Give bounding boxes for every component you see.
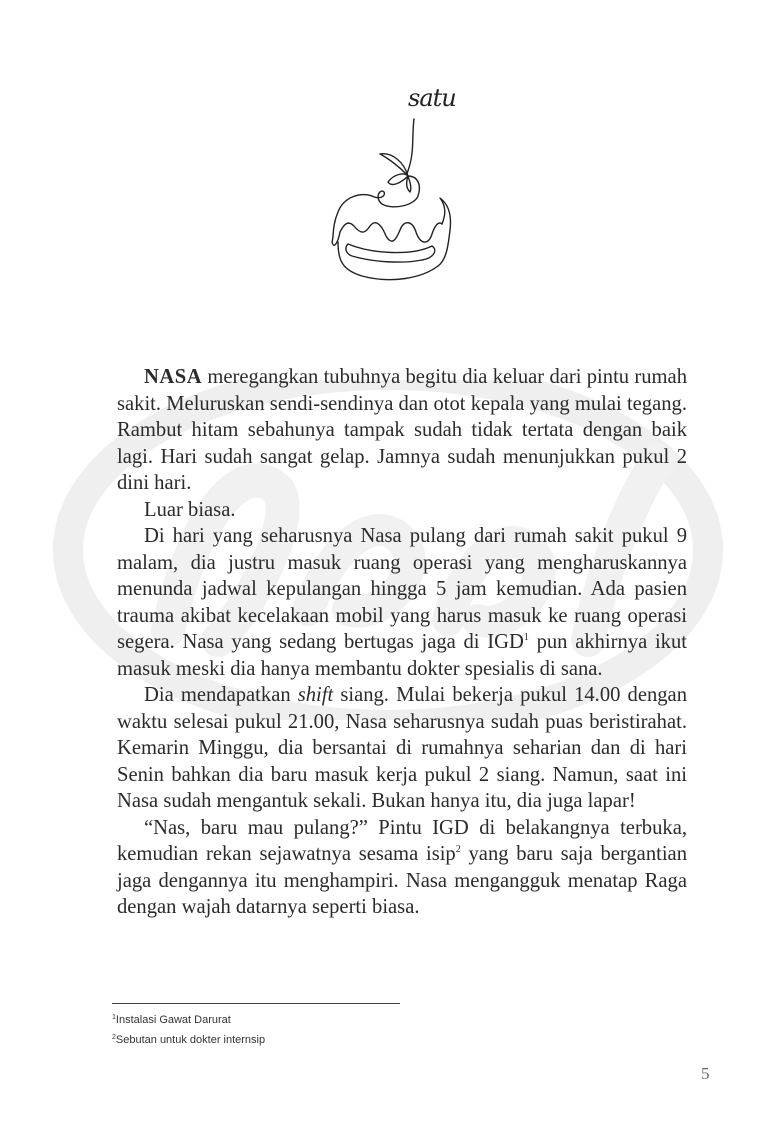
paragraph — [117, 523, 687, 682]
footnote-divider — [112, 1003, 400, 1004]
footnote-ref[interactable]: 2 — [455, 844, 461, 855]
paragraph-text: “Nas, baru mau pulang?” Pintu IGD di belakangnya terbuka, kemudian rekan sejawatnya sesama isip — [117, 816, 687, 865]
paragraph-text: yang baru saja bergantian jaga dengannya itu menghampiri. Nasa mengangguk menatap Raga dengan wajah datarnya seperti biasa. — [117, 843, 687, 918]
paragraph-text: siang. Mulai bekerja pukul 14.00 dengan waktu selesai pukul 21.00, Nasa seharusnya sudah puas beristirahat. Kemarin Minggu, dia bersantai di rumahnya seharian dan di hari Senin bahkan dia baru masuk kerja pukul 2 siang. Namun, saat ini Nasa sudah mengantuk sekali. Bukan hanya itu, dia juga lapar! — [117, 684, 687, 812]
footnote — [112, 1030, 265, 1050]
chapter-title: satu — [408, 84, 456, 112]
paragraph-text: Di hari yang seharusnya Nasa pulang dari rumah sakit pukul 9 malam, dia justru masuk ruang operasi yang mengharuskannya menunda jadwal kepulangan hingga 5 jam kemudian. Ada pasien trauma akibat kecelakaan mobil yang harus masuk ke ruang operasi segera. Nasa yang sedang bertugas jaga di IGD — [117, 525, 687, 653]
paragraph — [117, 364, 687, 497]
footnote — [112, 1010, 265, 1030]
footnote-number: 1 — [112, 1014, 116, 1021]
footnote-text: Instalasi Gawat Darurat — [115, 1014, 231, 1026]
paragraph-text: pun akhirnya ikut masuk meski dia hanya membantu dokter spesialis di sana. — [117, 631, 687, 680]
footnote-ref[interactable]: 1 — [523, 632, 529, 643]
paragraph-text: meregangkan tubuhnya begitu dia keluar dari pintu rumah sakit. Meluruskan sendi-sendinya dan otot kepala yang mulai tegang. Rambut hitam sebahunya tampak sudah tidak tertata dengan baik lagi. Hari sudah sangat gelap. Jamnya sudah menunjukkan pukul 2 dini hari. — [117, 366, 687, 494]
paragraph — [117, 682, 687, 815]
paragraph — [117, 497, 687, 524]
footnote-text: Sebutan untuk dokter internsip — [115, 1034, 266, 1046]
body-text — [117, 364, 687, 921]
page-number: 5 — [701, 1064, 710, 1083]
paragraph-text: Dia mendapatkan — [144, 684, 298, 706]
lead-word: NASA — [144, 366, 203, 388]
paragraph-text: Luar biasa. — [144, 498, 236, 521]
footnotes — [112, 1010, 265, 1050]
paragraph — [117, 815, 687, 921]
italic-term: shift — [297, 684, 334, 706]
footnote-number: 2 — [112, 1034, 116, 1041]
